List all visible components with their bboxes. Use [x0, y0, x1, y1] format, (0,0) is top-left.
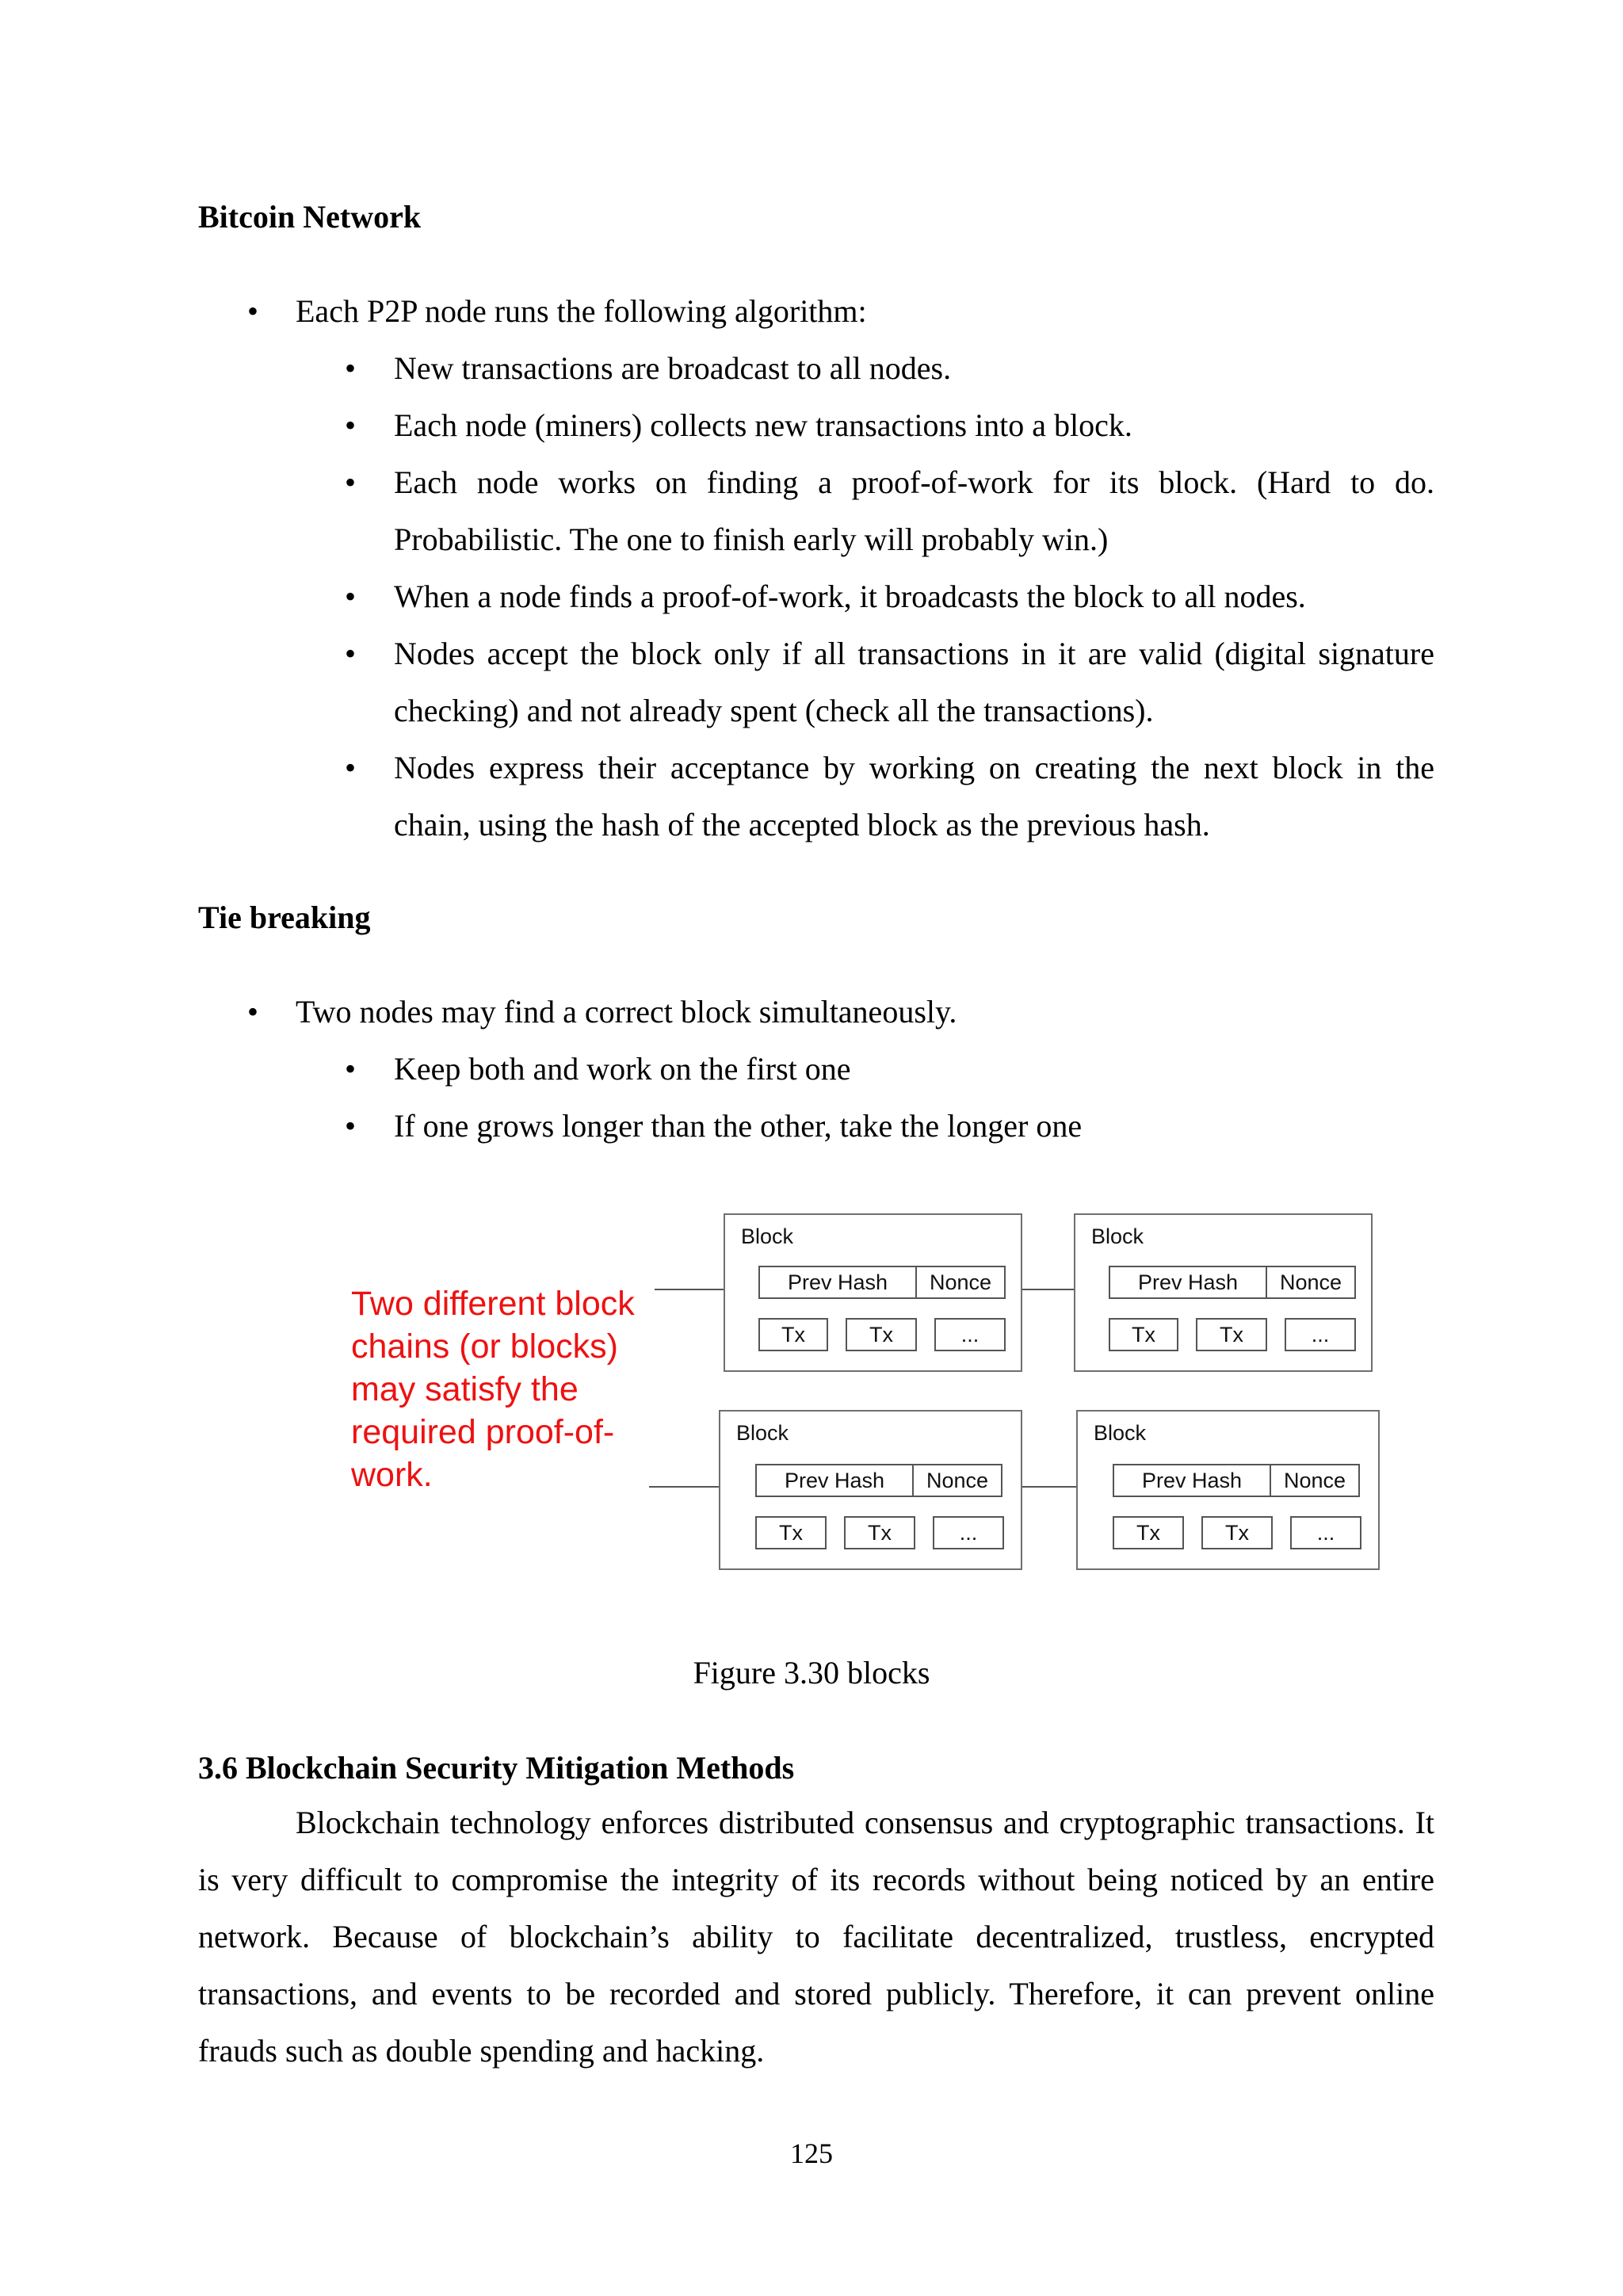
block-title: Block [1091, 1224, 1144, 1248]
prev-hash-cell: Prev Hash [758, 1266, 917, 1299]
bullet-item: Nodes express their acceptance by working on creating the next block in the chain, using the hash of the accepted block as the previous hash. [394, 750, 1434, 842]
ellipsis-cell: ... [934, 1318, 1006, 1351]
ellipsis-cell: ... [1290, 1516, 1361, 1549]
bullet-glyph: • [345, 464, 357, 500]
tx-cell: Tx [1113, 1516, 1184, 1549]
prev-hash-cell: Prev Hash [1113, 1464, 1271, 1497]
bullet-item: Nodes accept the block only if all transactions in it are valid (digital signature checking) and not already spent (check all the transactions). [394, 636, 1434, 728]
ellipsis-cell: ... [933, 1516, 1004, 1549]
block-bottom-left [719, 1410, 1022, 1570]
nonce-cell: Nonce [1270, 1464, 1360, 1497]
bullet-bitcoin-intro: Each P2P node runs the following algorithm: [296, 293, 867, 329]
block-title: Block [1094, 1421, 1147, 1445]
prev-hash-cell: Prev Hash [755, 1464, 914, 1497]
figure-caption: Figure 3.30 blocks [693, 1655, 930, 1690]
bullet-item: Each node works on finding a proof-of-work for its block. (Hard to do. Probabilistic. The one to finish early will probably win.) [394, 464, 1434, 557]
figure-annotation: Two different block chains (or blocks) may satisfy the required proof-of-work. [351, 1285, 635, 1494]
tx-cell: Tx [755, 1516, 827, 1549]
bullet-glyph: • [247, 994, 259, 1030]
ellipsis-cell: ... [1285, 1318, 1356, 1351]
nonce-cell: Nonce [1266, 1266, 1356, 1299]
tx-cell: Tx [1201, 1516, 1273, 1549]
bullet-tie-intro: Two nodes may find a correct block simultaneously. [296, 994, 957, 1030]
block-top-right [1074, 1213, 1373, 1372]
bullet-glyph: • [345, 636, 357, 671]
block-title: Block [741, 1224, 794, 1248]
bullet-glyph: • [345, 1108, 357, 1144]
bullet-glyph: • [345, 1051, 357, 1087]
bullet-item: Keep both and work on the first one [394, 1051, 851, 1087]
section-heading-tie-breaking: Tie breaking [198, 900, 371, 935]
nonce-cell: Nonce [912, 1464, 1002, 1497]
bullet-item: When a node finds a proof-of-work, it broadcasts the block to all nodes. [394, 579, 1306, 614]
section-heading-mitigation: 3.6 Blockchain Security Mitigation Methods [198, 1750, 795, 1786]
mitigation-paragraph: Blockchain technology enforces distributed consensus and cryptographic transactions. It is very difficult to compromise the integrity of its records without being noticed by an entire network. Because of blockchain’s ability to facilitate decentralized, trustless, encrypted transactions, and events to be recorded and stored publicly. Therefore, it can prevent online frauds such as double spending and hacking. [198, 1805, 1434, 2069]
bullet-glyph: • [345, 750, 357, 785]
page-number: 125 [790, 2137, 833, 2169]
bullet-glyph: • [345, 350, 357, 386]
bullet-glyph: • [247, 293, 259, 329]
bullet-glyph: • [345, 407, 357, 443]
tx-cell: Tx [844, 1516, 915, 1549]
tx-cell: Tx [1196, 1318, 1267, 1351]
tx-cell: Tx [1109, 1318, 1178, 1351]
bullet-item: If one grows longer than the other, take the longer one [394, 1108, 1083, 1144]
bullet-item: Each node (miners) collects new transactions into a block. [394, 407, 1132, 443]
tx-cell: Tx [846, 1318, 917, 1351]
bullet-glyph: • [345, 579, 357, 614]
nonce-cell: Nonce [915, 1266, 1006, 1299]
block-bottom-right [1076, 1410, 1380, 1570]
tx-cell: Tx [758, 1318, 828, 1351]
prev-hash-cell: Prev Hash [1109, 1266, 1267, 1299]
block-title: Block [736, 1421, 789, 1445]
section-heading-bitcoin-network: Bitcoin Network [198, 199, 422, 235]
block-top-left [724, 1213, 1022, 1372]
bullet-item: New transactions are broadcast to all nodes. [394, 350, 952, 386]
